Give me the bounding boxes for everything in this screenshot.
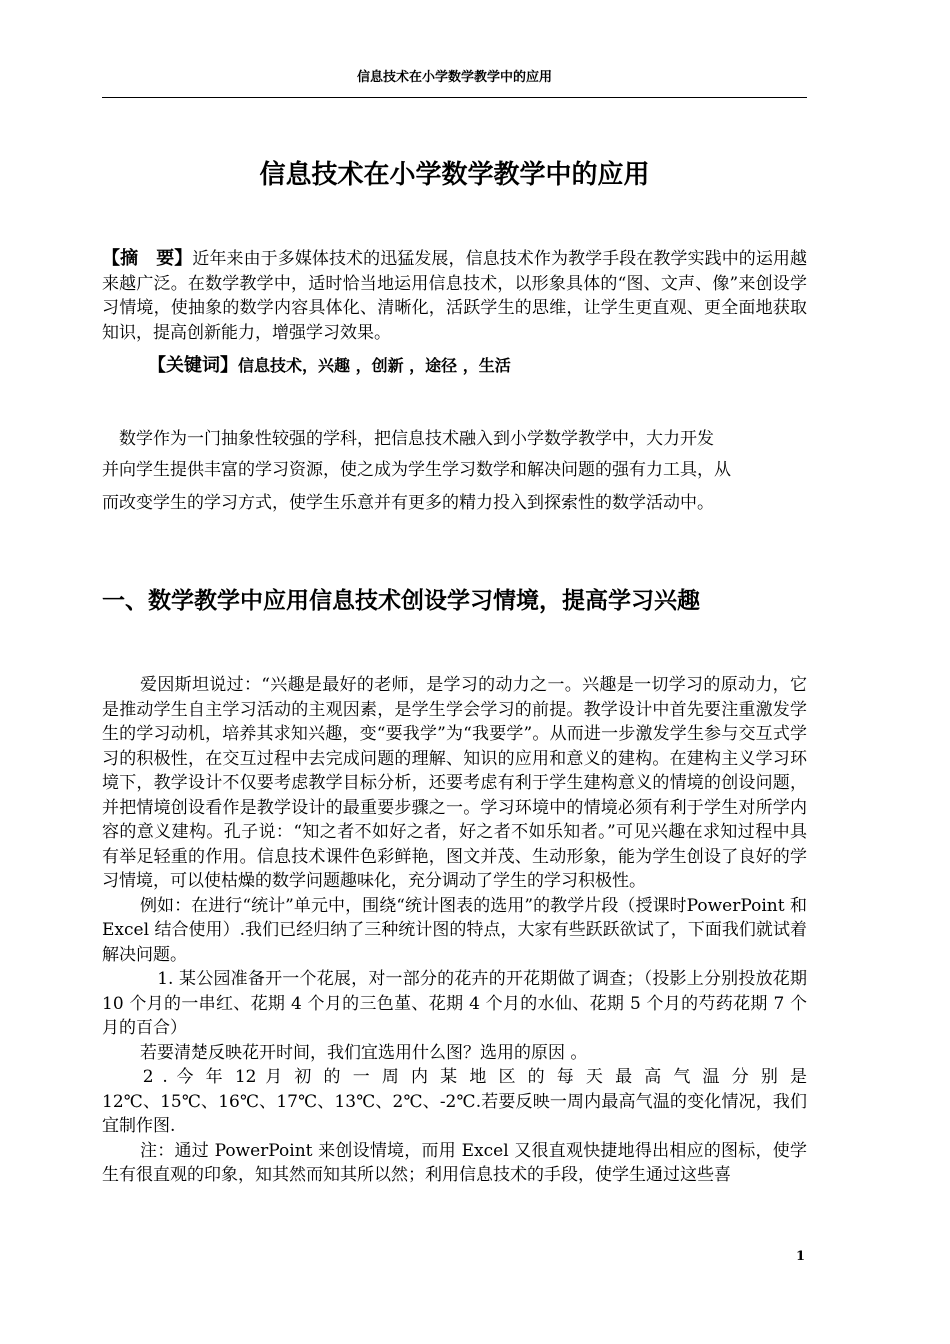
section-heading: 一、数学教学中应用信息技术创设学习情境，提高学习兴趣 — [102, 588, 700, 614]
body-paragraph: 若要清楚反映花开时间，我们宜选用什么图？选用的原因 。 — [140, 1042, 588, 1063]
keywords-text: 信息技术，兴趣 ，创新 ，途径 ，生活 — [238, 356, 511, 375]
page-number: 1 — [796, 1249, 806, 1264]
body-paragraph: 例如：在进行“统计”单元中，围绕“统计图表的选用”的教学片段（授课时PowerPoint 和 Excel 结合使用）.我们已经归纳了三种统计图的特点，大家有些跃跃欲试了，下面我们就试着解决问题。 — [102, 895, 807, 965]
section-body — [102, 673, 807, 1188]
body-paragraph: 1. 某公园准备开一个花展，对一部分的花卉的开花期做了调查；（投影上分别投放花期 10 个月的一串红、花期 4 个月的三色堇、花期 4 个月的水仙、花期 5 个月的芍药花期 7 个月的百合） — [102, 969, 807, 1038]
header-divider — [102, 97, 807, 98]
intro-paragraph — [102, 424, 807, 519]
keywords-label: 【关键词】 — [148, 355, 238, 376]
abstract — [102, 247, 807, 345]
abstract-text: 近年来由于多媒体技术的迅猛发展，信息技术作为教学手段在教学实践中的运用越来越广泛。在数学教学中，适时恰当地运用信息技术，以形象具体的“图、文声、像”来创设学习情境，使抽象的数学内容具体化、清晰化，活跃学生的思维，让学生更直观、更全面地获取知识，提高创新能力，增强学习效果。 — [102, 249, 807, 343]
keywords — [148, 351, 808, 377]
intro-line: 而改变学生的学习方式，使学生乐意并有更多的精力投入到探索性的数学活动中。 — [102, 493, 714, 513]
body-paragraph: 爱因斯坦说过：“兴趣是最好的老师，是学习的动力之一。兴趣是一切学习的原动力，它是推动学生自主学习活动的主观因素，是学生学会学习的前提。教学设计中首先要注重激发学生的学习动机，培养其求知兴趣，变“要我学”为“我要学”。从而进一步激发学生参与交互式学习的积极性，在交互过程中去完成问题的理解、知识的应用和意义的建构。在建构主义学习环境下，教学设计不仅要考虑教学目标分析，还要考虑有利于学生建构意义的情境的创设问题，并把情境创设看作是教学设计的最重要步骤之一。学习环境中的情境必须有利于学生对所学内容的意义建构。孔子说：“知之者不如好之者，好之者不如乐知者。”可见兴趣在求知过程中具有举足轻重的作用。信息技术课件色彩鲜艳，图文并茂、生动形象，能为学生创设了良好的学习情境，可以使枯燥的数学问题趣味化，充分调动了学生的学习积极性。 — [102, 675, 807, 891]
document-title: 信息技术在小学数学教学中的应用 — [259, 160, 650, 190]
body-paragraph: 注：通过 PowerPoint 来创设情境，而用 Excel 又很直观快捷地得出相应的图标，使学生有很直观的印象，知其然而知其所以然；利用信息技术的手段，使学生通过这些喜 — [102, 1140, 807, 1185]
body-paragraph: 2 . 今 年 12 月 初 的 一 周 内 某 地 区 的 每 天 最 高 气 温 分 别 是 — [102, 1067, 807, 1087]
abstract-label: 【摘 要】 — [102, 248, 193, 269]
body-paragraph: 12℃、15℃、16℃、17℃、13℃、2℃、-2℃.若要反映一周内最高气温的变化情况，我们宜制作图. — [102, 1091, 807, 1136]
running-header: 信息技术在小学数学教学中的应用 — [356, 70, 552, 85]
intro-line: 数学作为一门抽象性较强的学科，把信息技术融入到小学数学教学中，大力开发 — [102, 429, 714, 449]
intro-line: 并向学生提供丰富的学习资源，使之成为学生学习数学和解决问题的强有力工具，从 — [102, 460, 731, 480]
